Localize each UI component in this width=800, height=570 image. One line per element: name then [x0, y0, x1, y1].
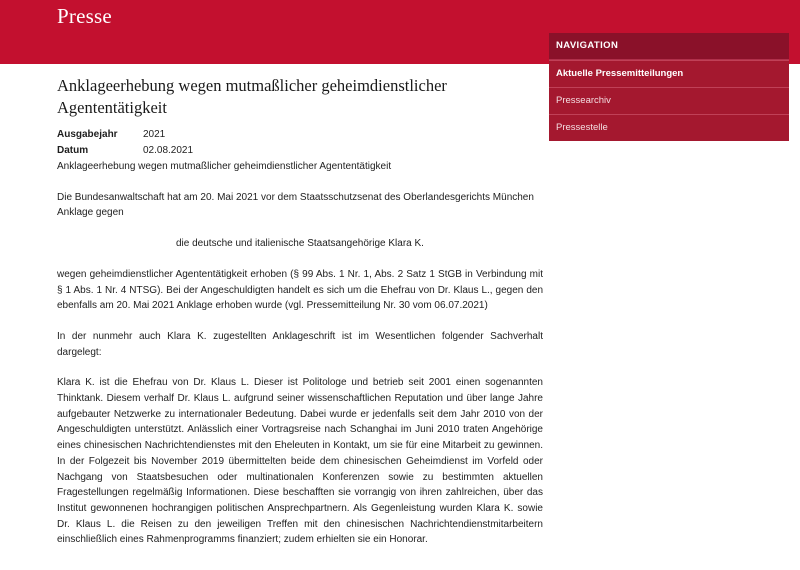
navigation-heading: NAVIGATION [549, 33, 789, 60]
meta-label: Ausgabejahr [57, 129, 118, 140]
nav-item-aktuelle-pressemitteilungen[interactable]: Aktuelle Pressemitteilungen [549, 60, 789, 87]
accused-line: die deutsche und italienische Staatsangehörige Klara K. [176, 238, 424, 250]
paragraph-4: Klara K. ist die Ehefrau von Dr. Klaus L. Dieser ist Politologe und betrieb seit 2001 einen sogenannten Thinktank. Diesem verhalf Dr. Klaus L. aufgrund seiner wissenschaftlichen Reputation und über lange Jahre aufgebauter Netzwerke zu internationaler Bedeutung. Dabei wurde er jedenfalls seit dem Jahr 2010 von der Angeschuldigten unterstützt. Anlässlich einer Vortragsreise nach Schanghai im Juni 2010 traten Angehörige eines chinesischen Nachrichtendienstes mit den Eheleuten in Kontakt, um sie für eine Mitarbeit zu gewinnen. In der Folgezeit bis November 2019 übermittelten beide dem chinesischen Geheimdienst im Vorfeld oder Nachgang von Staatsbesuchen oder multinationalen Konferenzen sowie zu bestimmten aktuellen Fragestellungen regelmäßig Informationen. Diese beschafften sie vorrangig von ihren zahlreichen, über das Institut gewonnenen hochrangigen politischen Ansprechpartnern. Als Gegenleistung wurden Klara K. sowie Dr. Klaus L. die Reisen zu den jeweiligen Treffen mit den chinesischen Nachrichtendienstmitarbeitern einschließlich eines Rahmenprogramms finanziert; zudem erhielten sie ein Honorar. [57, 377, 543, 546]
site-title[interactable]: Presse [57, 4, 112, 28]
article-intro: Anklageerhebung wegen mutmaßlicher geheimdienstlicher Agententätigkeit [57, 161, 392, 172]
nav-item-pressearchiv[interactable]: Pressearchiv [549, 87, 789, 114]
paragraph-1: Die Bundesanwaltschaft hat am 20. Mai 2021 vor dem Staatsschutzsenat des Oberlandesgerichts München Anklage gegen [57, 191, 534, 219]
nav-item-pressestelle[interactable]: Pressestelle [549, 114, 789, 141]
meta-row-ausgabejahr [57, 127, 543, 143]
navigation-panel [549, 33, 789, 141]
paragraph-3: In der nunmehr auch Klara K. zugestellten Anklageschrift ist im Wesentlichen folgender Sachverhalt dargelegt: [57, 330, 543, 358]
meta-value: 2021 [143, 129, 166, 140]
article-title: Anklageerhebung wegen mutmaßlicher geheimdienstlicher Agententätigkeit [57, 76, 447, 117]
paragraph-2: wegen geheimdienstlicher Agententätigkeit erhoben (§ 99 Abs. 1 Nr. 1, Abs. 2 Satz 1 StGB in Verbindung mit § 1 Abs. 1 Nr. 4 NTSG). Bei der Angeschuldigten handelt es sich um die Ehefrau von Dr. Klaus L., gegen den ebenfalls am 20. Mai 2021 Anklage erhoben wurde (vgl. Pressemitteilung Nr. 30 vom 06.07.2021) [57, 268, 543, 312]
meta-value: 02.08.2021 [143, 145, 194, 156]
article [57, 72, 543, 548]
meta-label: Datum [57, 145, 89, 156]
meta-row-datum [57, 143, 543, 159]
